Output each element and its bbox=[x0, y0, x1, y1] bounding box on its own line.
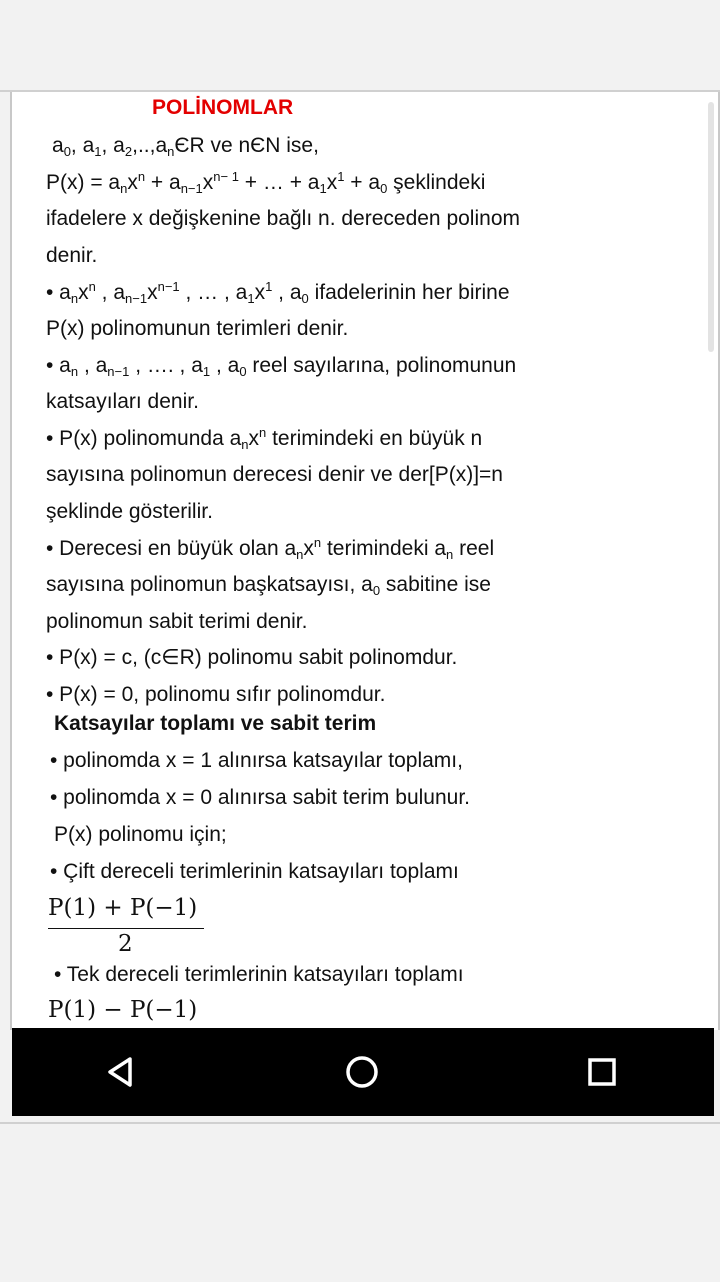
text-line: • $a_n$ , $a_{n-1}$ , …. , $a_1$ , $a_0$ reel sayılarına, polinomunun bbox=[46, 354, 517, 379]
fraction-numerator: P(1) + P(−1) bbox=[48, 895, 198, 921]
back-button[interactable] bbox=[96, 1048, 144, 1096]
text-line: katsayıları denir. bbox=[46, 390, 199, 413]
text-line: polinomun sabit terimi denir. bbox=[46, 610, 308, 633]
text-line: $P(x) = a_nx^n + a_{n-1}x^{n- 1}$ + … + $a_1x^1 + a_0$ şeklindeki bbox=[46, 169, 486, 196]
home-icon bbox=[344, 1054, 380, 1090]
navigation-bar bbox=[12, 1028, 714, 1116]
fraction-bar bbox=[48, 928, 204, 929]
recents-icon bbox=[584, 1054, 620, 1090]
text-line: • P(x) polinomunda $a_nx^n$ terimindeki en büyük n bbox=[46, 425, 483, 452]
document-viewer[interactable] bbox=[10, 92, 720, 1030]
back-icon bbox=[102, 1054, 138, 1090]
text-line: P(x) polinomu için; bbox=[54, 823, 227, 846]
recents-button[interactable] bbox=[578, 1048, 626, 1096]
fraction-denominator: 2 bbox=[118, 931, 133, 957]
page-title: POLİNOMLAR bbox=[152, 96, 294, 119]
section-heading: Katsayılar toplamı ve sabit terim bbox=[54, 712, 377, 735]
text-line: şeklinde gösterilir. bbox=[46, 500, 213, 523]
text-line: • Derecesi en büyük olan $a_nx^n$ terimindeki $a_n$ reel bbox=[46, 535, 495, 562]
text-line: • polinomda x = 0 alınırsa sabit terim bulunur. bbox=[50, 786, 470, 809]
text-line: sayısına polinomun başkatsayısı, $a_0$ sabitine ise bbox=[46, 573, 491, 598]
bottom-area bbox=[0, 1122, 720, 1282]
text-line: • $a_nx^n$ , $a_{n-1}x^{n-1}$ , … , $a_1x^1$ , $a_0$ ifadelerinin her birine bbox=[46, 279, 510, 306]
status-area bbox=[0, 0, 720, 92]
text-line: denir. bbox=[46, 244, 98, 267]
scrollbar[interactable] bbox=[708, 102, 714, 352]
text-line: sayısına polinomun derecesi denir ve der[P(x)]=n bbox=[46, 463, 503, 486]
fraction-numerator: P(1) − P(−1) bbox=[48, 997, 198, 1023]
text-line: $a_0$, $a_1$, $a_2,..,a_nЄR$ ve nЄN ise, bbox=[52, 134, 319, 159]
text-line: P(x) polinomunun terimleri denir. bbox=[46, 317, 349, 340]
text-line: • polinomda x = 1 alınırsa katsayılar toplamı, bbox=[50, 749, 463, 772]
text-line: • Tek dereceli terimlerinin katsayıları toplamı bbox=[54, 963, 464, 986]
text-line: • P(x) = c, (c∈R) polinomu sabit polinomdur. bbox=[46, 646, 458, 669]
text-line: ifadelere x değişkenine bağlı n. dereceden polinom bbox=[46, 207, 520, 230]
text-line: • Çift dereceli terimlerinin katsayıları toplamı bbox=[50, 860, 459, 883]
home-button[interactable] bbox=[338, 1048, 386, 1096]
text-line: • P(x) = 0, polinomu sıfır polinomdur. bbox=[46, 683, 386, 706]
